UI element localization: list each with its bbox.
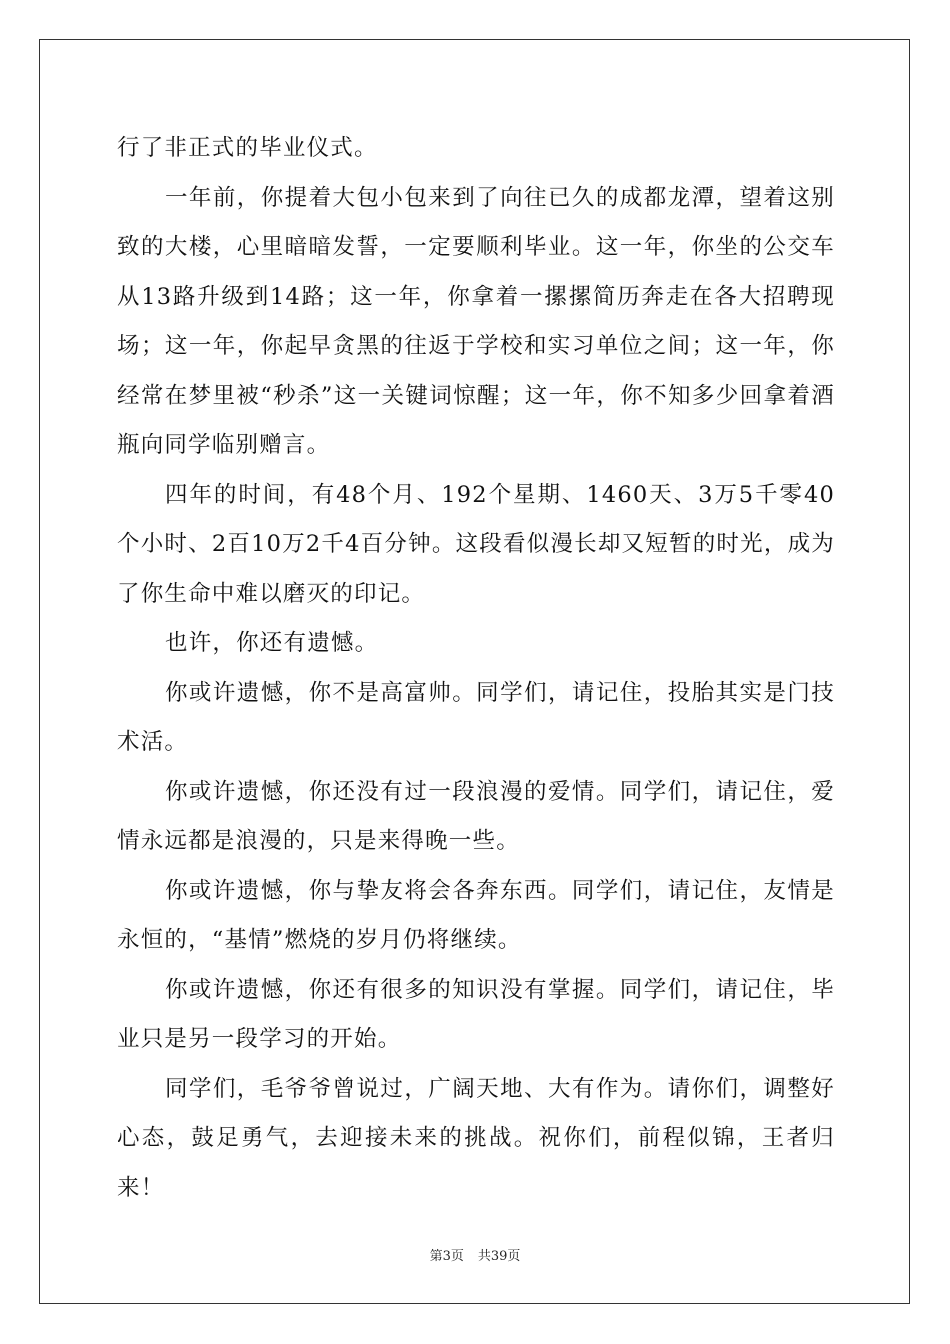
paragraph-5: 你或许遗憾，你不是高富帅。同学们，请记住，投胎其实是门技术活。 <box>117 679 835 755</box>
paragraph-4: 也许，你还有遗憾。 <box>165 630 379 656</box>
paragraph-1: 行了非正式的毕业仪式。 <box>117 135 378 161</box>
paragraph-8: 你或许遗憾，你还有很多的知识没有掌握。同学们，请记住，毕业只是另一段学习的开始。 <box>117 976 835 1052</box>
paragraph-6: 你或许遗憾，你还没有过一段浪漫的爱情。同学们，请记住，爱情永远都是浪漫的，只是来得晚一些。 <box>117 778 835 854</box>
paragraph-3: 四年的时间，有48个月、192个星期、1460天、3万5千零40个小时、2百10万2千4百分钟。这段看似漫长却又短暂的时光，成为了你生命中难以磨灭的印记。 <box>117 481 835 607</box>
paragraph-9: 同学们，毛爷爷曾说过，广阔天地、大有作为。请你们，调整好心态，鼓足勇气，去迎接未来的挑战。祝你们，前程似锦，王者归来！ <box>117 1075 835 1201</box>
document-body <box>117 124 835 1213</box>
page-number: 第3页 <box>429 1249 464 1264</box>
page-footer <box>0 1248 950 1266</box>
paragraph-2: 一年前，你提着大包小包来到了向往已久的成都龙潭，望着这别致的大楼，心里暗暗发誓，一定要顺利毕业。这一年，你坐的公交车从13路升级到14路；这一年，你拿着一摞摞简历奔走在各大招聘现场；这一年，你起早贪黑的往返于学校和实习单位之间；这一年，你经常在梦里被“秒杀”这一关键词惊醒；这一年，你不知多少回拿着酒瓶向同学临别赠言。 <box>117 184 835 458</box>
paragraph-7: 你或许遗憾，你与挚友将会各奔东西。同学们，请记住，友情是永恒的，“基情”燃烧的岁月仍将继续。 <box>117 877 835 953</box>
page-total: 共39页 <box>477 1249 521 1264</box>
